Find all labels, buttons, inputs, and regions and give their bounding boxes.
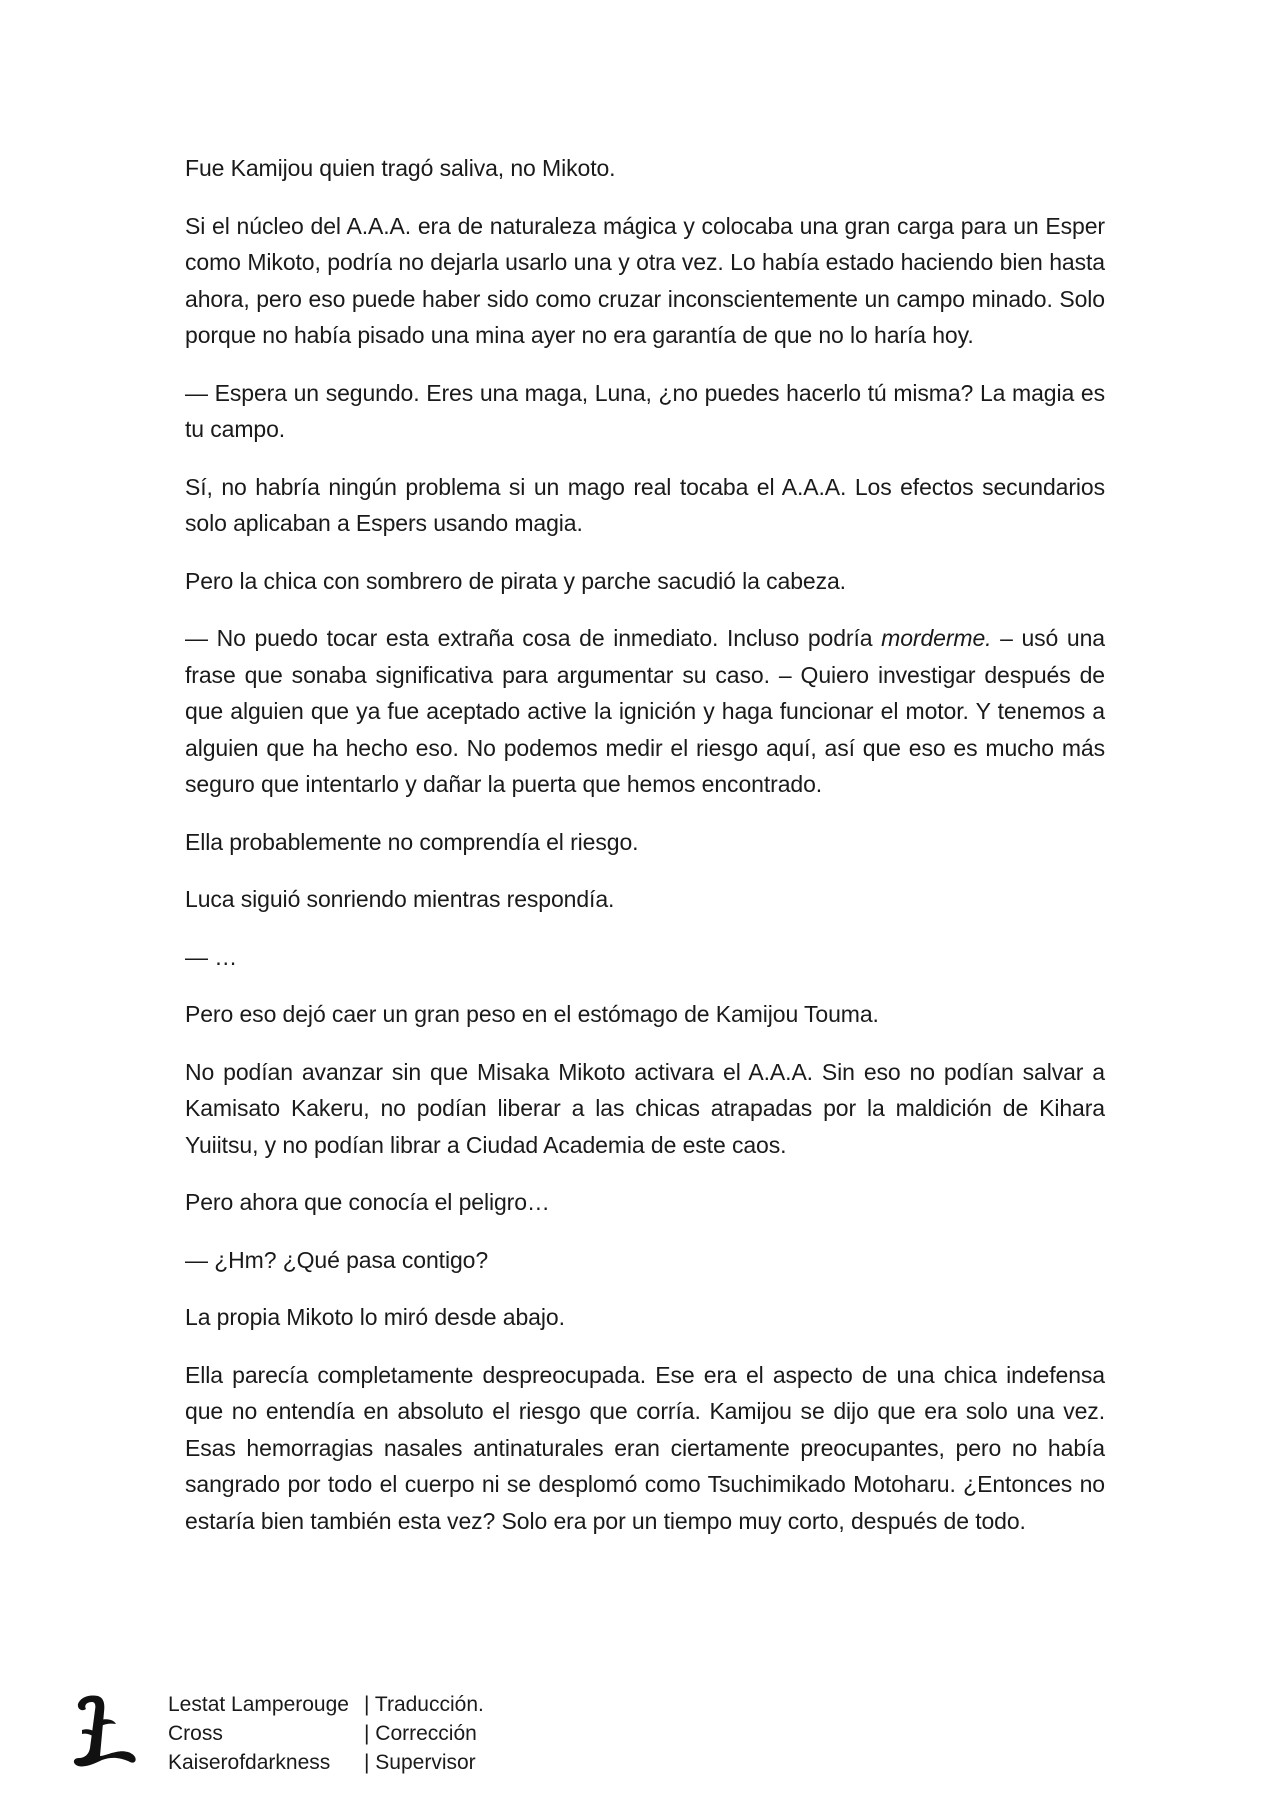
paragraph: — ¿Hm? ¿Qué pasa contigo? — [185, 1246, 489, 1273]
paragraph: No podían avanzar sin que Misaka Mikoto activara el A.A.A. Sin eso no podían salvar a Kamisato Kakeru, no podían liberar a las chicas atrapadas por la maldición de Kihara Yuiitsu, y no podían librar a Ciudad Academia de este caos. — [185, 1058, 1105, 1158]
page-footer — [70, 1690, 670, 1790]
credit-name: Lestat Lamperouge — [168, 1693, 349, 1716]
paragraph: Sí, no habría ningún problema si un mago real tocaba el A.A.A. Los efectos secundarios solo aplicaban a Espers usando magia. — [185, 473, 1105, 536]
credits-list — [168, 1690, 484, 1777]
paragraph: La propia Mikoto lo miró desde abajo. — [185, 1304, 565, 1330]
paragraph: Pero la chica con sombrero de pirata y parche sacudió la cabeza. — [185, 567, 846, 594]
paragraph: Ella parecía completamente despreocupada. Ese era el aspecto de una chica indefensa que no entendía en absoluto el riesgo que corría. Kamijou se dijo que era solo una vez. Esas hemorragias nasales antinaturales eran ciertamente preocupantes, pero no había sangrado por todo el cuerpo ni se desplomó como Tsuchimikado Motoharu. ¿Entonces no estaría bien también esta vez? Solo era por un tiempo muy corto, después de todo. — [185, 1361, 1105, 1534]
credit-name: Cross — [168, 1722, 223, 1745]
paragraph: Luca siguió sonriendo mientras respondía. — [185, 886, 615, 912]
paragraph: Pero eso dejó caer un gran peso en el estómago de Kamijou Touma. — [185, 1001, 879, 1027]
paragraph: Si el núcleo del A.A.A. era de naturaleza mágica y colocaba una gran carga para un Esper como Mikoto, podría no dejarla usarlo una y otra vez. Lo había estado haciendo bien hasta ahora, pero eso puede haber sido como cruzar inconscientemente un campo minado. Solo porque no había pisado una mina ayer no era garantía de que no lo haría hoy. — [185, 212, 1105, 348]
italic-emphasis: morderme. — [881, 625, 992, 651]
paragraph: — … — [185, 943, 238, 970]
credit-role: | Corrección — [364, 1722, 477, 1745]
credit-row — [168, 1719, 484, 1748]
credit-role: | Traducción. — [364, 1693, 484, 1716]
gothic-letter-l-icon — [70, 1690, 140, 1770]
credit-row — [168, 1690, 484, 1719]
document-body — [185, 150, 1105, 1560]
paragraph: — No puedo tocar esta extraña cosa de inmediato. Incluso podría morderme. – usó una frase que sonaba significativa para argumentar su caso. – Quiero investigar después de que alguien que ya fue aceptado active la ignición y haga funcionar el motor. Y tenemos a alguien que ha hecho eso. No podemos medir el riesgo aquí, así que eso es mucho más seguro que intentarlo y dañar la puerta que hemos encontrado. — [185, 625, 1105, 797]
credit-role: | Supervisor — [364, 1751, 476, 1774]
paragraph: — Espera un segundo. Eres una maga, Luna, ¿no puedes hacerlo tú misma? La magia es tu campo. — [185, 379, 1105, 442]
paragraph: Fue Kamijou quien tragó saliva, no Mikoto. — [185, 155, 616, 181]
credit-name: Kaiserofdarkness — [168, 1751, 331, 1774]
credit-row — [168, 1748, 484, 1777]
paragraph: Ella probablemente no comprendía el riesgo. — [185, 828, 639, 855]
paragraph: Pero ahora que conocía el peligro… — [185, 1189, 550, 1215]
